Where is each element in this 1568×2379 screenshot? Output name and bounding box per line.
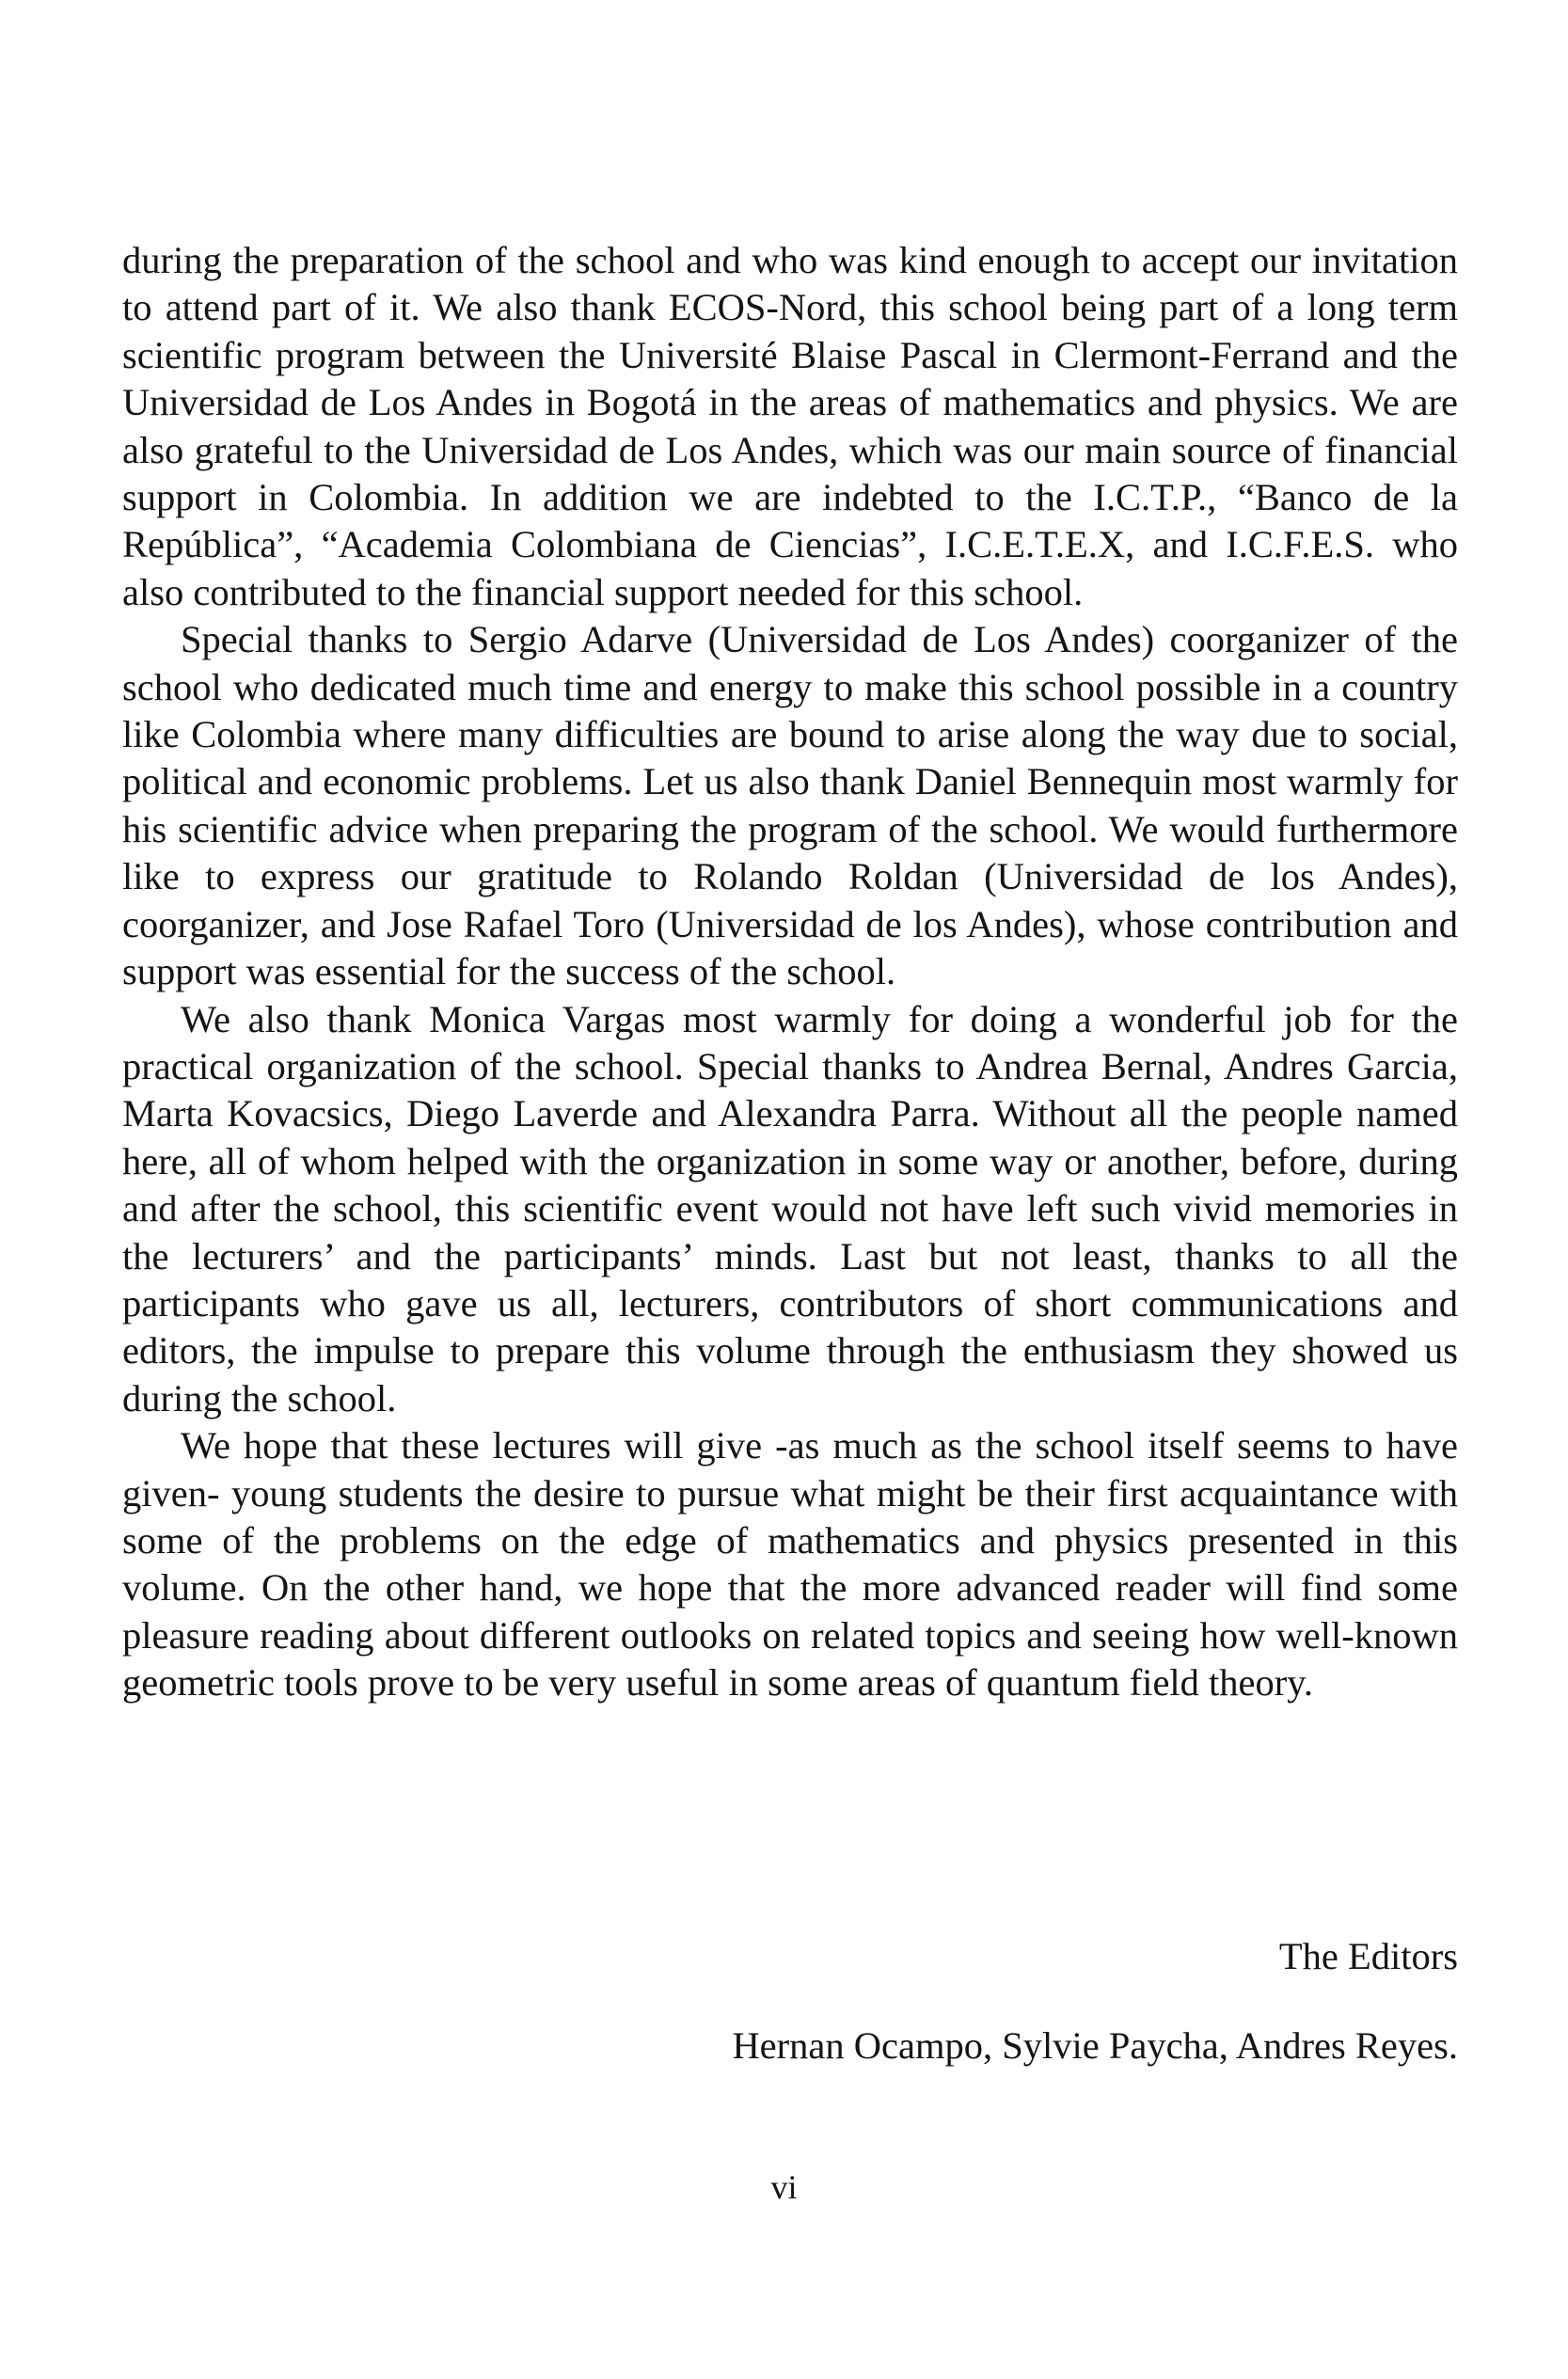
page-number: vi bbox=[770, 2168, 798, 2206]
editor-names: Hernan Ocampo, Sylvie Paycha, Andres Reyes. bbox=[732, 2024, 1458, 2067]
editors-label: The Editors bbox=[1278, 1935, 1458, 1977]
paragraph-closing-hope: We hope that these lectures will give -as much as the school itself seems to have given- young students the desire to pursue what might be their first acquaintance with some of the problems on the edge of mathematics and physics presented in this volume. On the other hand, we hope that the more advanced reader will find some pleasure reading about different outlooks on related topics and seeing how well-known geometric tools prove to be very useful in some areas of quantum field theory. bbox=[122, 1424, 1458, 1705]
paragraph-special-thanks: Special thanks to Sergio Adarve (Universidad de Los Andes) coorganizer of the school who dedicated much time and energy to make this school possible in a country like Colombia where many difficulties are bound to arise along the way due to social, political and economic problems. Let us also thank Daniel Bennequin most warmly for his scientific advice when preparing the program of the school. We would furthermore like to express our gratitude to Rolando Roldan (Universidad de los Andes), coorganizer, and Jose Rafael Toro (Universidad de los Andes), whose contribution and support was essential for the success of the school. bbox=[122, 618, 1458, 993]
paragraph-continued: during the preparation of the school and who was kind enough to accept our invitation to attend part of it. We also thank ECOS-Nord, this school being part of a long term scientific program between the Université Blaise Pascal in Clermont-Ferrand and the Universidad de Los Andes in Bogotá in the areas of mathematics and physics. We are also grateful to the Universidad de Los Andes, which was our main source of financial support in Colombia. In addition we are indebted to the I.C.T.P., “Banco de la República”, “Academia Colombiana de Ciencias”, I.C.E.T.E.X, and I.C.F.E.S. who also contributed to the financial support needed for this school. bbox=[122, 239, 1458, 613]
paragraph-organization-thanks: We also thank Monica Vargas most warmly for doing a wonderful job for the practical organization of the school. Special thanks to Andrea Bernal, Andres Garcia, Marta Kovacsics, Diego Laverde and Alexandra Parra. Without all the people named here, all of whom helped with the organization in some way or another, before, during and after the school, this scientific event would not have left such vivid memories in the lecturers’ and the participants’ minds. Last but not least, thanks to all the participants who gave us all, lecturers, contributors of short communications and editors, the impulse to prepare this volume through the enthusiasm they showed us during the school. bbox=[122, 997, 1458, 1419]
body-text bbox=[122, 237, 1458, 1707]
